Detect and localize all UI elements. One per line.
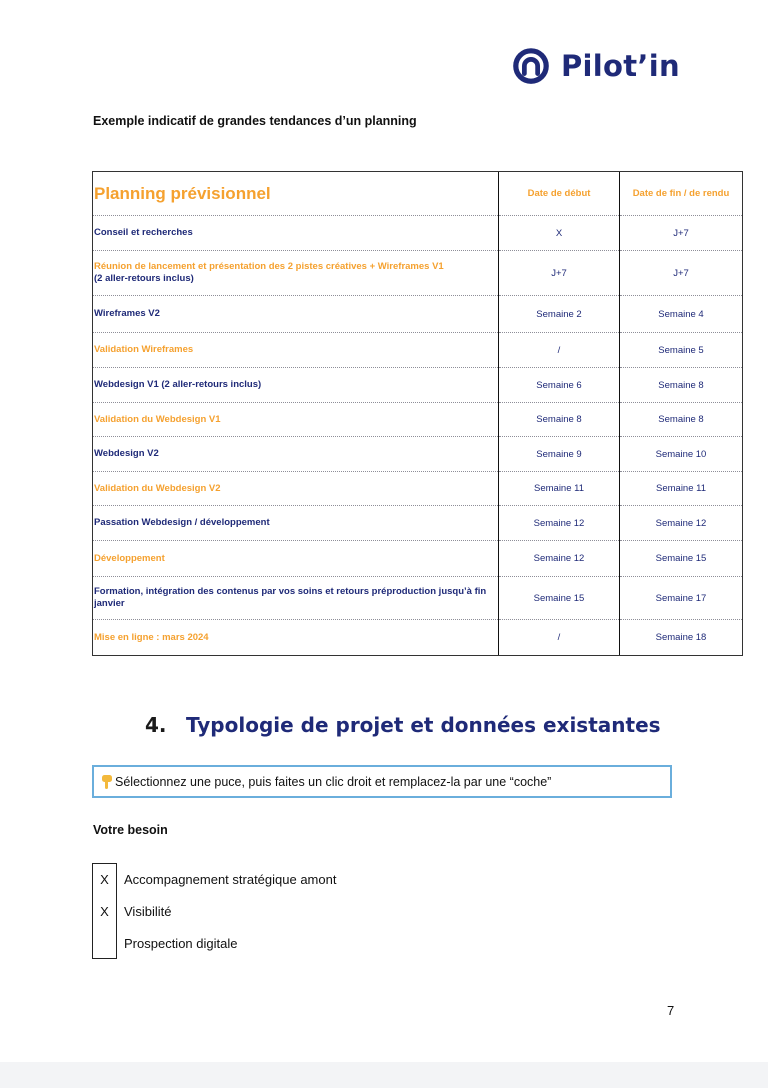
task-label: Conseil et recherches (94, 227, 193, 238)
section-title: Typologie de projet et données existantes (186, 713, 661, 737)
planning-row (93, 541, 743, 577)
checkbox[interactable]: X (92, 863, 117, 895)
planning-row (93, 472, 743, 506)
planning-row (93, 437, 743, 472)
need-label: Visibilité (124, 903, 172, 919)
start-date-cell: Semaine 12 (499, 541, 620, 577)
hint-text: Sélectionnez une puce, puis faites un clic droit et remplacez-la par une “coche” (115, 774, 552, 789)
task-label: Wireframes V2 (94, 308, 160, 319)
needs-checklist (92, 863, 336, 959)
task-cell (93, 368, 499, 403)
task-label: Webdesign V2 (94, 448, 159, 459)
col-header-start: Date de début (499, 172, 620, 216)
planning-row (93, 216, 743, 251)
page-number: 7 (667, 1003, 675, 1018)
col-header-end: Date de fin / de rendu (620, 172, 743, 216)
end-date-cell: Semaine 4 (620, 296, 743, 333)
end-date-cell: Semaine 15 (620, 541, 743, 577)
section-number: 4. (145, 713, 167, 737)
end-date-cell: Semaine 10 (620, 437, 743, 472)
need-item (92, 895, 336, 927)
end-date-cell: Semaine 12 (620, 506, 743, 541)
planning-table (92, 171, 743, 656)
end-date-cell: Semaine 5 (620, 333, 743, 368)
planning-row (93, 620, 743, 656)
need-label: Prospection digitale (124, 935, 238, 951)
start-date-cell: Semaine 6 (499, 368, 620, 403)
task-sublabel: (2 aller-retours inclus) (94, 273, 194, 284)
start-date-cell: Semaine 9 (499, 437, 620, 472)
task-cell (93, 437, 499, 472)
pilotin-logo-icon (512, 47, 550, 85)
task-label: Formation, intégration des contenus par vos soins et retours préproduction jusqu’à fin janvier (94, 586, 487, 609)
task-cell (93, 216, 499, 251)
planning-row (93, 251, 743, 296)
end-date-cell: Semaine 8 (620, 368, 743, 403)
task-cell (93, 296, 499, 333)
task-label: Webdesign V1 (2 aller-retours inclus) (94, 379, 262, 390)
planning-row (93, 403, 743, 437)
task-cell (93, 472, 499, 506)
task-label: Mise en ligne : mars 2024 (94, 631, 209, 643)
task-cell (93, 403, 499, 437)
task-label: Validation du Webdesign V1 (94, 413, 221, 425)
task-label: Validation du Webdesign V2 (94, 482, 221, 494)
task-label: Développement (94, 552, 165, 564)
pointing-down-hand-icon (101, 774, 113, 790)
need-item (92, 863, 336, 895)
planning-header-row (93, 172, 743, 216)
needs-label: Votre besoin (93, 823, 168, 837)
need-item (92, 927, 336, 959)
planning-row (93, 296, 743, 333)
start-date-cell: / (499, 620, 620, 656)
end-date-cell: Semaine 11 (620, 472, 743, 506)
start-date-cell: X (499, 216, 620, 251)
planning-row (93, 506, 743, 541)
brand-logo (512, 46, 680, 86)
planning-intro: Exemple indicatif de grandes tendances d’un planning (93, 114, 417, 128)
task-cell (93, 541, 499, 577)
task-label: Passation Webdesign / développement (94, 517, 270, 528)
planning-title: Planning prévisionnel (93, 172, 499, 216)
start-date-cell: Semaine 2 (499, 296, 620, 333)
start-date-cell: Semaine 15 (499, 577, 620, 620)
checkbox[interactable]: X (92, 895, 117, 927)
start-date-cell: Semaine 8 (499, 403, 620, 437)
task-cell (93, 506, 499, 541)
start-date-cell: Semaine 12 (499, 506, 620, 541)
planning-row (93, 577, 743, 620)
task-cell (93, 620, 499, 656)
section-heading (145, 713, 661, 737)
planning-row (93, 333, 743, 368)
end-date-cell: Semaine 18 (620, 620, 743, 656)
start-date-cell: J+7 (499, 251, 620, 296)
need-label: Accompagnement stratégique amont (124, 871, 337, 887)
planning-row (93, 368, 743, 403)
checkbox[interactable] (92, 927, 117, 959)
task-cell (93, 577, 499, 620)
start-date-cell: / (499, 333, 620, 368)
task-label: Validation Wireframes (94, 344, 194, 355)
end-date-cell: Semaine 17 (620, 577, 743, 620)
hint-box (92, 765, 672, 798)
task-label: Réunion de lancement et présentation des 2 pistes créatives + Wireframes V1 (94, 261, 444, 272)
end-date-cell: Semaine 8 (620, 403, 743, 437)
brand-name: Pilot’in (561, 49, 680, 83)
task-cell (93, 251, 499, 296)
start-date-cell: Semaine 11 (499, 472, 620, 506)
task-cell (93, 333, 499, 368)
end-date-cell: J+7 (620, 216, 743, 251)
end-date-cell: J+7 (620, 251, 743, 296)
